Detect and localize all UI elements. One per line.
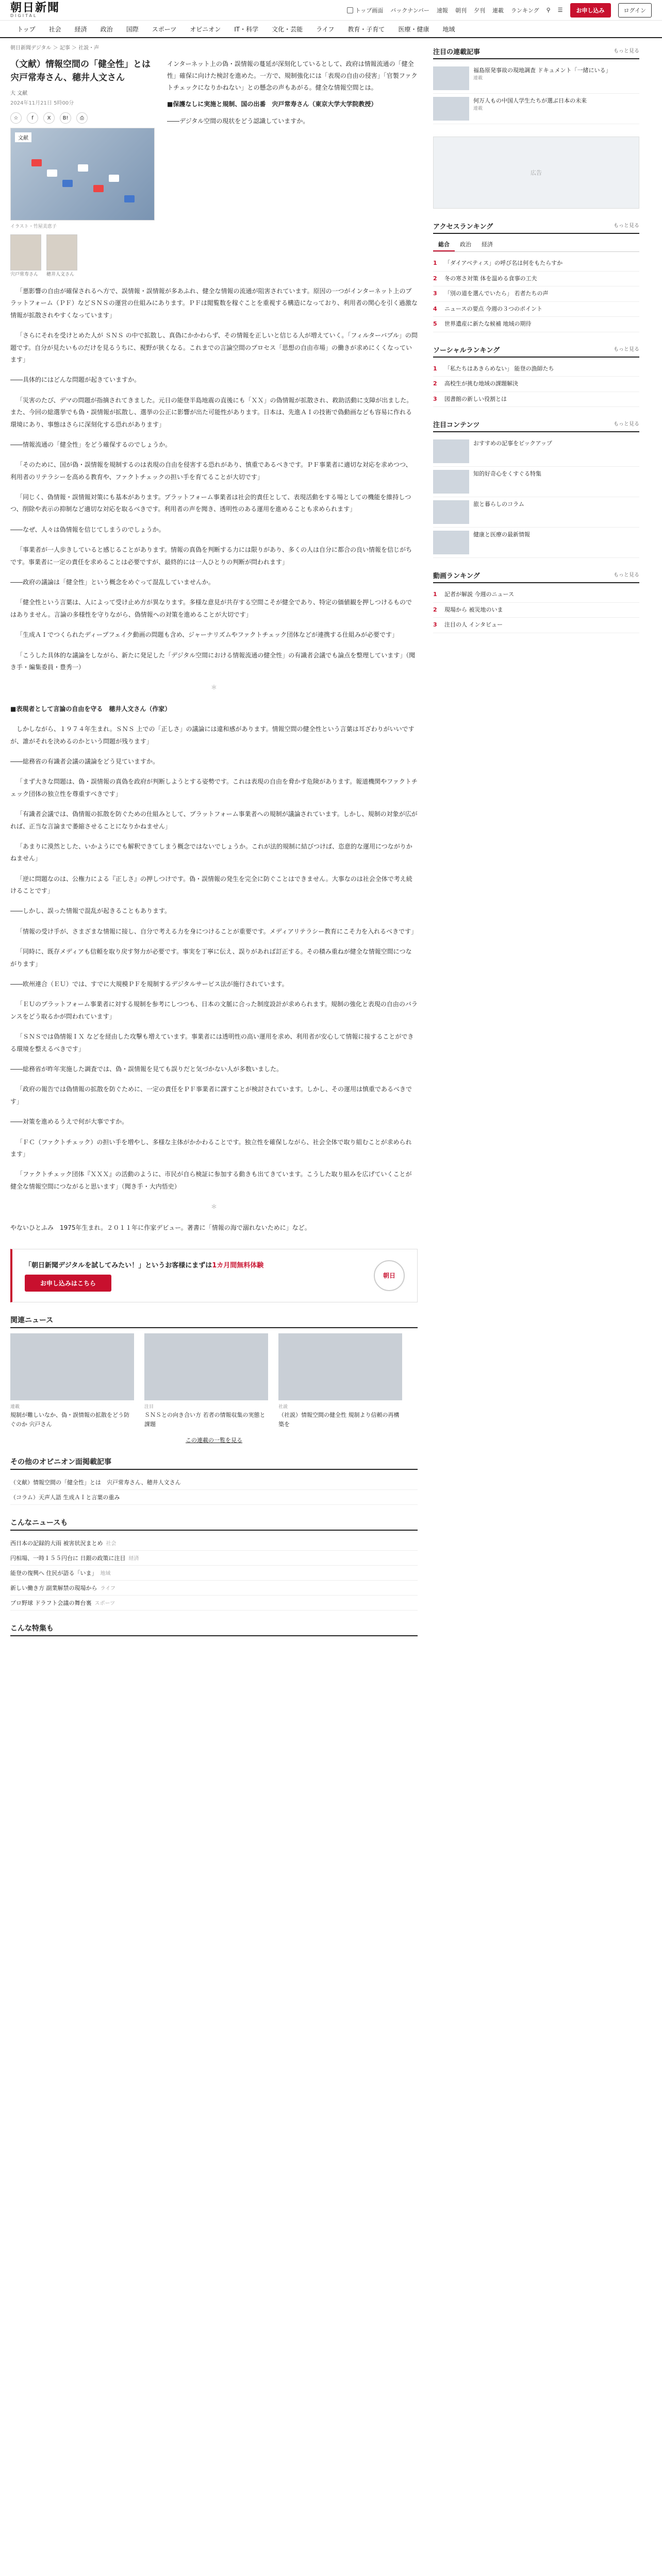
- body-paragraph: ――総務省の有識者会議の議論をどう見ていますか。: [10, 757, 159, 765]
- portrait-2: [46, 234, 77, 277]
- print-icon[interactable]: ⎙: [76, 112, 88, 124]
- related-card[interactable]: 社説 （社説）情報空間の健全性 規制より信頼の再構築を: [278, 1333, 402, 1429]
- subscribe-button[interactable]: お申し込み: [570, 3, 611, 18]
- pickup-box: [433, 46, 639, 124]
- ranking-box: [433, 221, 639, 332]
- lead-paragraph: インターネット上の偽・誤情報の蔓延が深刻化しているとして、政府は情報流通の「健全性」確保に向けた検討を進めた。一方で、規制強化には「表現の自由の侵害」「官製ファクトチェックになりかねない」との懸念の声もあがる。健全な情報空間とは。: [167, 60, 418, 91]
- related-title: 関連ニュース: [10, 1315, 418, 1328]
- social-title: ソーシャルランキング もっと見る: [433, 345, 639, 358]
- related-thumb: [144, 1333, 268, 1400]
- special-title: こんな特集も: [10, 1623, 418, 1636]
- body-paragraph: ――対策を進めるうえで何が大事ですか。: [10, 1118, 128, 1126]
- banner-subscribe-button[interactable]: お申し込みはこちら: [25, 1275, 111, 1292]
- video-ranking-box: [433, 570, 639, 633]
- util-breaking[interactable]: 速報: [436, 7, 448, 14]
- nav-sports[interactable]: スポーツ: [152, 25, 177, 33]
- banner-text: 「朝日新聞デジタルを試してみたい！」というお客様にまずは1カ月間無料体験: [25, 1261, 264, 1269]
- tab-overall[interactable]: 総合: [433, 238, 455, 251]
- nav-health[interactable]: 医療・健康: [398, 25, 429, 33]
- list-item[interactable]: 円相場、一時１５５円台に 日銀の政策に注目 経済: [10, 1551, 418, 1566]
- related-card[interactable]: 連載 規制が難しいなか、偽・誤情報の拡散をどう防ぐのか 宍戸さん: [10, 1333, 134, 1429]
- head-left: [10, 58, 159, 277]
- block-shape: [47, 170, 57, 177]
- body-paragraph: 「そのために、国が偽・誤情報を規制するのは表現の自由を侵害する恐れがあり、慎重であるべきです。ＰＦ事業者に適切な対応を求めつつ、利用者のリテラシーを高める教育や、ファクトチェックの担い手を育てることが大切です」: [10, 461, 412, 481]
- list-item[interactable]: 1 記者が解説 今週のニュース: [433, 587, 639, 603]
- body-paragraph: 「逆に問題なのは、公権力による『正しさ』の押しつけです。偽・誤情報の発生を完全に防ぐことはできません。大事なのは社会全体で考え続けることです」: [10, 875, 412, 895]
- breadcrumb[interactable]: 朝日新聞デジタル ＞ 記事 ＞ 社説・声: [10, 45, 100, 51]
- thumbnail: [433, 97, 469, 121]
- body-paragraph: 「ＳＮＳでは偽情報ＩＸ などを経由した攻撃も増えています。事業者には透明性の高い運用を求め、利用者が安心して情報に接することができる環境を整えるべきです」: [10, 1033, 414, 1053]
- section-divider: ＊: [210, 1203, 217, 1211]
- list-item[interactable]: 西日本の記録的大雨 被害状況まとめ 社会: [10, 1536, 418, 1551]
- hatena-icon[interactable]: B!: [60, 112, 71, 124]
- util-backnumber[interactable]: バックナンバー: [390, 7, 429, 14]
- body-paragraph: 「生成ＡＩでつくられたディープフェイク動画の問題も含め、ジャーナリズムやファクトチェック団体などが連携する仕組みが必要です」: [16, 631, 399, 639]
- body-paragraph: 「情報の受け手が、さまざまな情報に接し、自分で考える力を身につけることが重要です。メディアリテラシー教育にこそ力を入れるべきです」: [16, 927, 418, 935]
- opinion-list: [10, 1475, 418, 1505]
- news-list: [10, 1536, 418, 1611]
- share-bar: [10, 112, 155, 124]
- nav-life[interactable]: ライフ: [316, 25, 335, 33]
- thumbnail: [433, 66, 469, 90]
- social-box: [433, 345, 639, 408]
- body-paragraph: ――欧州連合（ＥＵ）では、すでに大規模ＰＦを規制するデジタルサービス法が施行されています。: [10, 980, 288, 988]
- image-tag: 文献: [15, 132, 31, 142]
- section-divider: ＊: [210, 684, 217, 691]
- list-item[interactable]: 旅と暮らしのコラム: [433, 497, 639, 528]
- news-title: こんなニュースも: [10, 1517, 418, 1531]
- util-morning[interactable]: 朝刊: [455, 7, 467, 14]
- body-paragraph: 「こうした具体的な議論をしながら、新たに発足した「デジタル空間における情報流通の健全性」の有識者会議でも論点を整理しています」（聞き手・編集委員・豊秀一）: [10, 651, 416, 671]
- bookmark-icon[interactable]: ☆: [10, 112, 22, 124]
- util-top[interactable]: トップ画面: [347, 6, 384, 14]
- body-paragraph: 「ＥＵのプラットフォーム事業者に対する規制を参考にしつつも、日本の文脈に合った制度設計が求められます。規制の強化と表現の自由のバランスをどう取るかが問われています」: [10, 1001, 418, 1020]
- facebook-icon[interactable]: f: [27, 112, 38, 124]
- list-item[interactable]: 新しい働き方 副業解禁の現場から ライフ: [10, 1581, 418, 1596]
- ad-slot[interactable]: 広告: [433, 137, 639, 209]
- body-paragraph: ――具体的にはどんな問題が起きていますか。: [10, 376, 141, 384]
- body-paragraph: ――総務省が昨年実施した調査では、偽・誤情報を見ても誤りだと気づかない人が多数いました。: [10, 1065, 283, 1073]
- list-item[interactable]: 2 現場から 被災地のいま: [433, 603, 639, 618]
- body-paragraph: 「健全性という言葉は、人によって受け止め方が異なります。多様な意見が共存する空間こそが健全であり、特定の価値観を押しつけるものではありません。言論の多様性を守りながら、偽情報への対策を進めることが大切です」: [10, 599, 412, 618]
- util-evening[interactable]: 夕刊: [473, 7, 485, 14]
- related-card[interactable]: 注目 ＳＮＳとの向き合い方 若者の情報収集の実態と課題: [144, 1333, 268, 1429]
- block-shape: [93, 185, 104, 192]
- body-paragraph: 「政府の報告では偽情報の拡散を防ぐために、一定の責任をＰＦ事業者に課すことが検討されています。しかし、その運用は慎重であるべきです」: [10, 1086, 412, 1105]
- logo-main: 朝日新聞: [10, 1, 60, 14]
- page-title: （文献）情報空間の「健全性」とは 宍戸常寿さん、穂井人文さん: [10, 59, 159, 83]
- list-item[interactable]: 2 高校生が挑む地域の課題解決: [433, 377, 639, 392]
- list-item[interactable]: 4 ニュースの要点 今週の３つのポイント: [433, 302, 639, 317]
- avatar: [10, 234, 41, 270]
- list-item[interactable]: おすすめの記事をピックアップ: [433, 436, 639, 467]
- list-item[interactable]: 3 図書館の新しい役割とは: [433, 392, 639, 408]
- nav-international[interactable]: 国際: [126, 25, 139, 33]
- util-series[interactable]: 連載: [492, 7, 504, 14]
- list-item[interactable]: 1 「ダイアベティス」の呼び名は何をもたらすか: [433, 256, 639, 272]
- author[interactable]: 大 文献: [10, 91, 28, 96]
- body-paragraph: ――政府の議論は「健全性」という概念をめぐって混乱していませんか。: [10, 579, 214, 586]
- logo-sub: DIGITAL: [10, 13, 38, 18]
- list-item[interactable]: （コラム）天声人語 生成ＡＩと言葉の重み: [10, 1490, 418, 1505]
- list-item[interactable]: 何万人もの中国人学生たちが選ぶ日本の未来 連載: [433, 94, 639, 124]
- ranking-title: アクセスランキング もっと見る: [433, 221, 639, 234]
- body-paragraph: ――しかし、誤った情報で混乱が起きることもあります。: [10, 907, 171, 915]
- util-ranking[interactable]: ランキング: [510, 7, 539, 14]
- list-item[interactable]: プロ野球 ドラフト会議の舞台裏 スポーツ: [10, 1596, 418, 1611]
- featured-title: 注目コンテンツ もっと見る: [433, 419, 639, 432]
- list-item[interactable]: 3 注目の人 インタビュー: [433, 618, 639, 633]
- body-paragraph: 「悪影響の自由が確保されるへ方で、誤情報・誤情報が多あふれ、健全な情報の流通が阻害されています。原因の一つがインターネット上のプラットフォーム（ＰＦ）などＳＮＳの運営の仕組みにあります。ＰＦは閲覧数を稼ぐことを重視する構造になっており、利用者の関心を引く過激な情報が拡散されやすくなっています」: [10, 287, 418, 319]
- list-item[interactable]: 2 冬の寒さ対策 体を温める食事の工夫: [433, 272, 639, 287]
- list-item[interactable]: 福島原発事故の現地調査 ドキュメント「一緒にいる」 連載: [433, 63, 639, 94]
- related-thumb: [278, 1333, 402, 1400]
- thumbnail: [433, 531, 469, 554]
- banner-logo: 朝日: [374, 1260, 405, 1291]
- nav-culture[interactable]: 文化・芸能: [272, 25, 303, 33]
- nav-economy[interactable]: 経済: [74, 25, 87, 33]
- portraits: [10, 234, 155, 277]
- profile-note: やないひとふみ 1975年生まれ。２０１１年に作家デビュー。著書に「情報の海で溺れないために」など。: [10, 1224, 311, 1232]
- list-item[interactable]: 5 世界遺産に新たな候補 地域の期待: [433, 317, 639, 332]
- utility-nav: [347, 3, 652, 18]
- nav-society[interactable]: 社会: [48, 25, 61, 33]
- lead-paragraph: ■保護なしに実施と規制、国の出番 宍戸常寿さん（東京大学大学院教授）: [167, 100, 377, 108]
- tab-politics[interactable]: 政治: [460, 241, 471, 248]
- body-paragraph: 「ファクトチェック団体『ＸＸＸ』の活動のように、市民が自ら検証に参加する動きも出てきています。こうした取り組みを広げていくことが健全な情報空間につながると思います」（聞き手・大内悟史）: [10, 1171, 412, 1190]
- banner-content: [25, 1260, 263, 1292]
- menu-icon[interactable]: ☰: [557, 7, 563, 13]
- image-caption: イラスト・竹屋美恵子: [10, 224, 57, 229]
- list-item[interactable]: 能登の復興へ 住民が語る「いま」 地域: [10, 1566, 418, 1581]
- related-thumb: [10, 1333, 134, 1400]
- article-body: [10, 285, 418, 1234]
- article-head: [10, 58, 418, 277]
- search-icon[interactable]: ⚲: [546, 7, 551, 13]
- nav-opinion[interactable]: オピニオン: [190, 25, 221, 33]
- body-paragraph: 「まず大きな問題は、偽・誤情報の真偽を政府が判断しようとする姿勢です。これは表現の自由を脅かす危険があります。報道機関やファクトチェック団体の独立性を尊重すべきです」: [10, 778, 418, 798]
- body-paragraph: 「事業者が一人歩きしていると感じることがあります。情報の真偽を判断する力には限りがあり、多くの人は自分に都合の良い情報を信じがちです。事業者に一定の責任を求めることは必要ですが、最終的には一人ひとりの判断が問われます」: [10, 546, 412, 566]
- login-button[interactable]: ログイン: [618, 3, 652, 18]
- nav-education[interactable]: 教育・子育て: [347, 25, 385, 33]
- portrait-caption: 穂井人文さん: [46, 272, 75, 277]
- x-icon[interactable]: X: [43, 112, 55, 124]
- headline-image: [10, 128, 155, 221]
- section-2-title: ■表現者として言論の自由を守る 穂井人文さん（作家）: [10, 705, 171, 713]
- site-logo[interactable]: [10, 2, 93, 18]
- page-wrap: [0, 38, 662, 1641]
- video-ranking-title: 動画ランキング もっと見る: [433, 570, 639, 583]
- avatar: [46, 234, 77, 270]
- body-paragraph: しかしながら、１９７４年生まれ。ＳＮＳ 上での「正しさ」の議論には違和感があります。情報空間の健全性という言葉は耳ざわりがいいですが、誰がそれを決めるのかという問題が残ります」: [10, 725, 415, 745]
- nav-politics[interactable]: 政治: [100, 25, 113, 33]
- body-paragraph: 「災害のたび、デマの問題が指摘されてきました。元日の能登半島地震の直後にも「ＸＸ」の偽情報が拡散され、救助活動に支障が出ました。また、今回の総選挙でも偽・誤情報が拡散し、選挙の公正に影響が出た可能性があります。日本は、先進ＡＩの技術で偽動画なども容易に作れる環境にあり、事態はさらに深刻化する恐れがあります」: [10, 396, 413, 428]
- block-shape: [31, 159, 42, 166]
- body-paragraph: 「有識者会議では、偽情報の拡散を防ぐための仕組みとして、プラットフォーム事業者への規制が議論されています。しかし、規制の対象が広がれば、正当な言論まで萎縮させることになりかねません」: [10, 810, 418, 830]
- body-paragraph: 「同じく、偽情報・誤情報対策にも基本があります。プラットフォーム事業者は社会的責任として、表現活動をする場としての機能を維持しつつ、削除や表示の抑制など適切な対応を取るべきです。利用者の声を聞き、透明性のある運用を進めることも求められます」: [10, 494, 411, 513]
- thumbnail: [433, 500, 469, 524]
- block-shape: [109, 175, 119, 182]
- main-nav: [0, 21, 662, 38]
- nav-region[interactable]: 地域: [442, 25, 455, 33]
- nav-top[interactable]: トップ: [17, 25, 36, 33]
- thumbnail: [433, 439, 469, 463]
- block-shape: [78, 164, 88, 172]
- body-paragraph: 「あまりに漠然とした、いかようにでも解釈できてしまう概念ではないでしょうか。これが法的規制に結びつけば、恣意的な運用につながりかねません」: [10, 842, 412, 862]
- home-icon: [347, 7, 353, 13]
- body-paragraph: ――なぜ、人々は偽情報を信じてしまうのでしょうか。: [10, 526, 165, 533]
- ranking-tabs: [433, 238, 639, 252]
- body-paragraph: 「ＦＣ（ファクトチェック）の担い手を増やし、多様な主体がかかわることです。独立性を確保しながら、社会全体で取り組むことが求められます」: [10, 1138, 412, 1158]
- body-paragraph: 「さらにそれを受けとめた人が ＳＮＳ の中で拡散し、真偽にかかわらず、その情報を正しいと信じる人が増えていく。「フィルターバブル」の問題です。自分が見たいものだけを見るうちに、視野が狭くなる。これまでの言論空間のプロセス「思想の自由市場」の働きが求めにくくなっています」: [10, 332, 418, 363]
- publish-date: 2024年11月21日 5時00分: [10, 100, 74, 106]
- thumbnail: [433, 470, 469, 494]
- sidebar: [433, 38, 639, 1641]
- nav-science[interactable]: IT・科学: [234, 25, 259, 33]
- list-item[interactable]: 3 「別の道を選んでいたら」 若者たちの声: [433, 286, 639, 302]
- block-shape: [124, 195, 135, 202]
- body-paragraph: 「同時に、既存メディアも信頼を取り戻す努力が必要です。事実を丁寧に伝え、誤りがあれば訂正する。その積み重ねが健全な情報空間につながります」: [10, 948, 412, 968]
- article-lead: [167, 58, 418, 277]
- list-item[interactable]: 健康と医療の最新情報: [433, 528, 639, 558]
- featured-box: [433, 419, 639, 558]
- series-more-link[interactable]: この連載の一覧を見る: [186, 1437, 242, 1444]
- top-bar: [0, 0, 662, 21]
- portrait-caption: 宍戸常寿さん: [10, 272, 39, 277]
- list-item[interactable]: （文献）情報空間の「健全性」とは 宍戸常寿さん、穂井人文さん: [10, 1475, 418, 1490]
- list-item[interactable]: 知的好奇心をくすぐる特集: [433, 467, 639, 497]
- related-grid: [10, 1333, 418, 1429]
- body-paragraph: ――情報流通の「健全性」をどう確保するのでしょうか。: [10, 440, 172, 448]
- block-shape: [62, 180, 73, 187]
- tab-economy[interactable]: 経済: [482, 241, 493, 248]
- subscribe-banner: [10, 1249, 418, 1302]
- portrait-1: [10, 234, 41, 277]
- lead-paragraph: ――デジタル空間の現状をどう認識していますか。: [167, 117, 309, 125]
- list-item[interactable]: 1 「私たちはあきらめない」 能登の漁師たち: [433, 362, 639, 377]
- main-column: [10, 38, 418, 1641]
- pickup-title: 注目の連載記事 もっと見る: [433, 46, 639, 59]
- opinion-title: その他のオピニオン面掲載記事: [10, 1456, 418, 1470]
